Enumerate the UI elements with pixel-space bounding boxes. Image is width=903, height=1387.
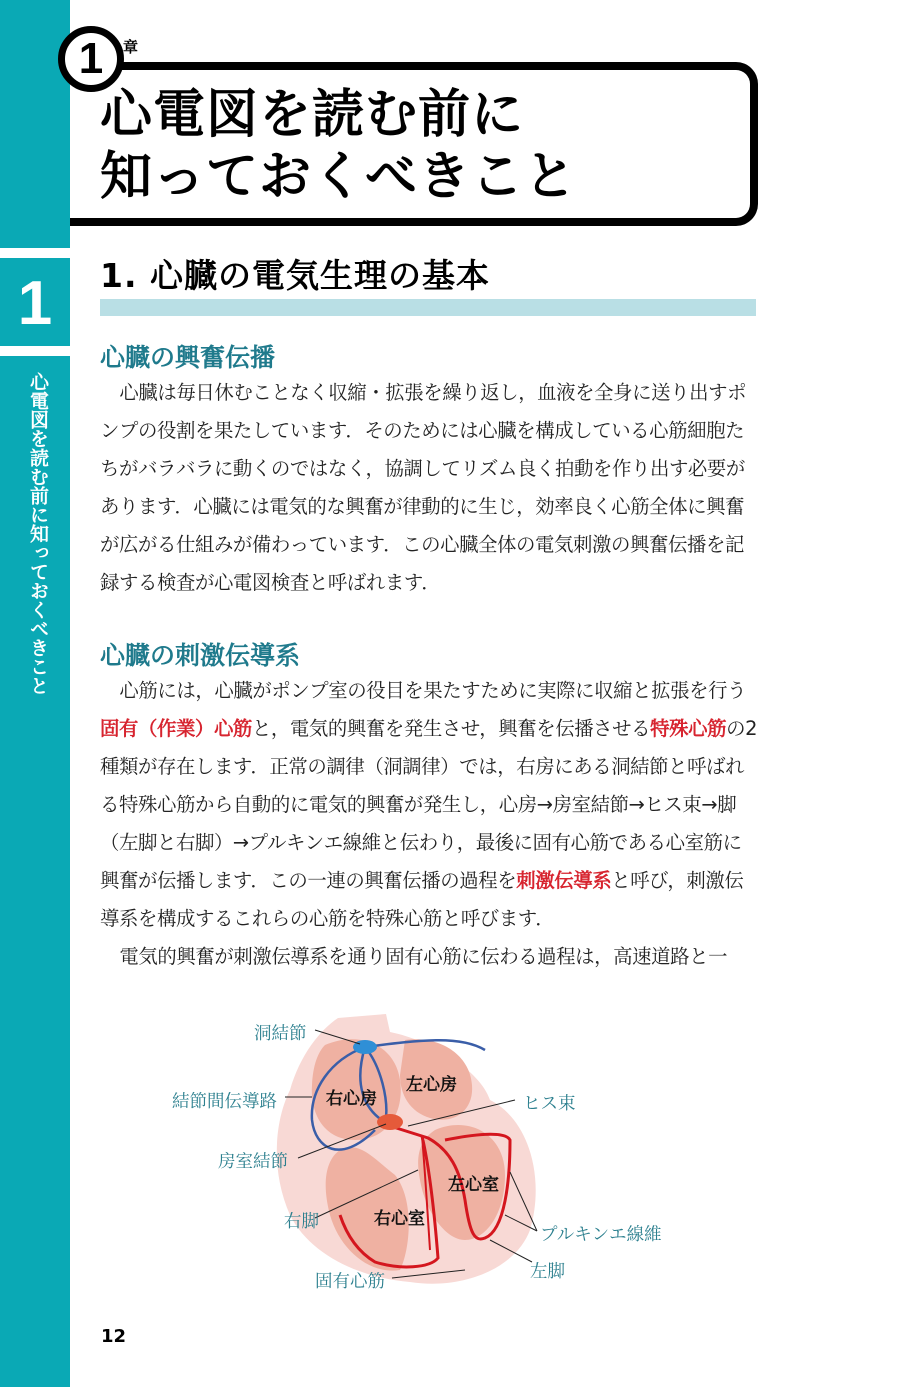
label-sa-node: 洞結節 xyxy=(254,1024,307,1044)
section-title: 1. 心臓の電気生理の基本 xyxy=(100,256,490,295)
label-right-atrium: 右心房 xyxy=(326,1089,377,1109)
sidebar-divider xyxy=(0,248,70,258)
sidebar-chapter-number: 1 xyxy=(17,269,53,338)
chapter-sidebar xyxy=(0,0,70,1387)
label-working-myocardium: 固有心筋 xyxy=(315,1272,385,1292)
heart-conduction-diagram xyxy=(160,1000,700,1300)
sidebar-divider xyxy=(0,346,70,356)
chapter-title-line2: 知っておくべきこと xyxy=(100,147,578,207)
label-left-ventricle: 左心室 xyxy=(448,1175,499,1195)
label-his-bundle: ヒス束 xyxy=(523,1094,576,1114)
paragraph-conduction xyxy=(100,672,760,976)
subsection-heading-conduction: 心臓の刺激伝導系 xyxy=(100,641,301,670)
page-number: 12 xyxy=(101,1326,127,1347)
highlight-term: 固有（作業）心筋 xyxy=(100,717,252,740)
text-segment: と呼び，刺激伝導系を構成するこれらの心筋を特殊心筋と呼びます． xyxy=(100,869,744,930)
paragraph-text: 心臓は毎日休むことなく収縮・拡張を繰り返し，血液を全身に送り出すポンプの役割を果たしています．そのためには心臓を構成している心筋細胞たちがバラバラに動くのではなく，協調してリズム良く拍動を作り出す必要があります．心臓には電気的な興奮が律動的に生じ，効率良く心筋全体に興奮が広がる仕組みが備わっています．この心臓全体の電気刺激の興奮伝播を記録する検査が心電図検査と呼ばれます． xyxy=(100,381,747,594)
paragraph-excitation xyxy=(100,374,760,602)
label-av-node: 房室結節 xyxy=(218,1152,288,1172)
highlight-term: 刺激伝導系 xyxy=(516,869,612,892)
label-purkinje-fibers: プルキンエ線維 xyxy=(540,1225,662,1245)
chapter-number-badge: 1 xyxy=(58,26,124,92)
chapter-title-line1: 心電図を読む前に xyxy=(100,85,525,145)
sidebar-chapter-title: 心電図を読む前に知っておくべきこと xyxy=(27,372,49,695)
text-segment: と，電気的興奮を発生させ，興奮を伝播させる xyxy=(251,717,651,740)
section-title-underbar xyxy=(100,299,756,316)
label-left-bundle: 左脚 xyxy=(530,1262,565,1282)
label-right-ventricle: 右心室 xyxy=(374,1209,425,1229)
subsection-heading-excitation: 心臓の興奮伝播 xyxy=(100,343,276,372)
text-segment: 心筋には，心臓がポンプ室の役目を果たすために実際に収縮と拡張を行う xyxy=(119,679,747,702)
chapter-label: 章 xyxy=(123,38,139,56)
paragraph-text: 電気的興奮が刺激伝導系を通り固有心筋に伝わる過程は，高速道路と一 xyxy=(119,945,728,968)
text-segment: の2種類が存在します．正常の調律（洞調律）では，右房にある洞結節と呼ばれる特殊心筋から自動的に電気的興奮が発生し，心房→房室結節→ヒス束→脚（左脚と右脚）→プルキンエ線維と伝わり，最後に固有心筋である心室筋に興奮が伝播します．この一連の興奮伝播の過程を xyxy=(100,717,758,892)
paragraph-text xyxy=(100,672,760,938)
label-right-bundle: 右脚 xyxy=(284,1212,319,1232)
label-left-atrium: 左心房 xyxy=(406,1075,457,1095)
label-internodal-pathway: 結節間伝導路 xyxy=(172,1092,277,1112)
highlight-term: 特殊心筋 xyxy=(650,717,727,740)
chapter-title xyxy=(100,84,577,208)
